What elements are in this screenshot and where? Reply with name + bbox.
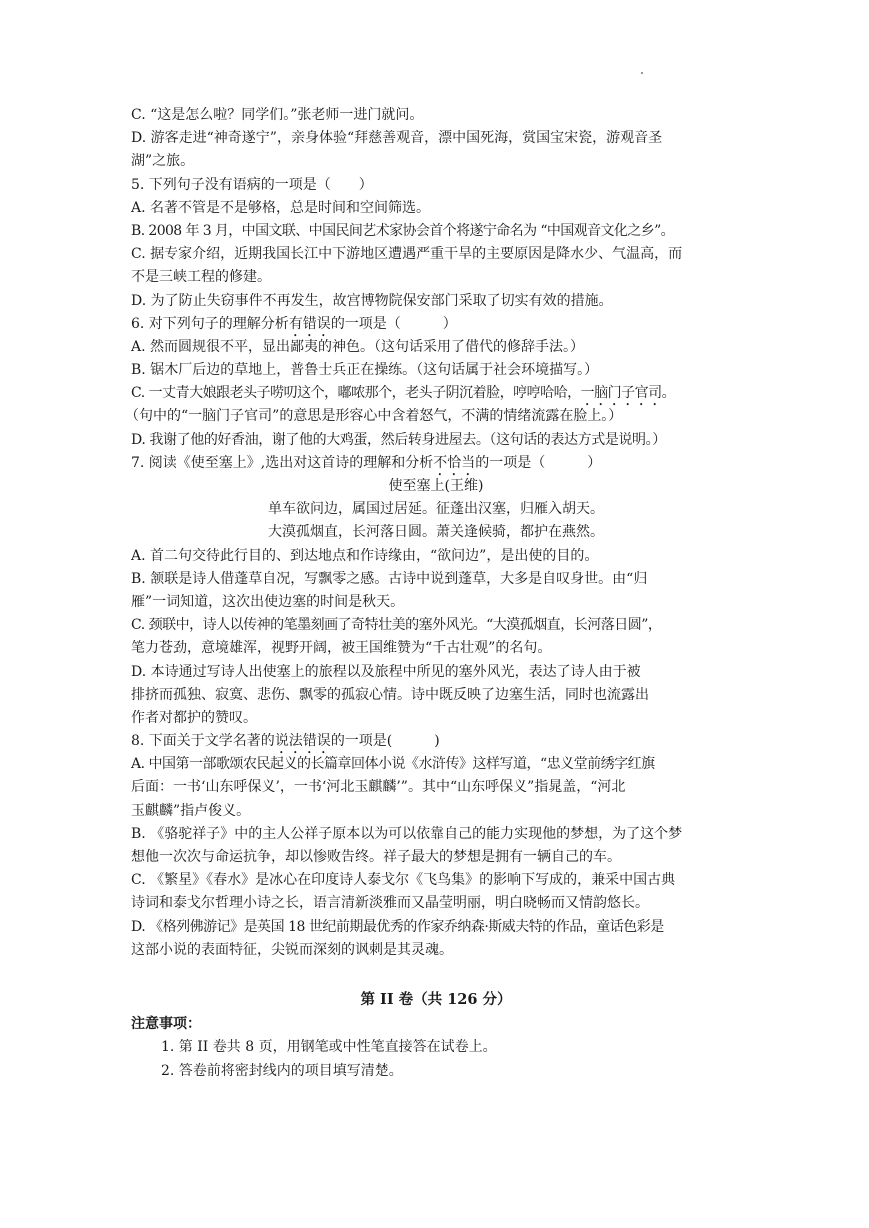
text-line: 排挤而孤独、寂寞、悲伤、飘零的孤寂心情。诗中既反映了边塞生活，同时也流露出 bbox=[131, 686, 649, 703]
text-line: 笔力苍劲，意境雄浑，视野开阔，被王国维赞为“千古壮观”的名句。 bbox=[131, 640, 552, 657]
question-6-emphasis: 有错误 bbox=[288, 315, 331, 332]
poem-line: 单车欲问边，属国过居延。征蓬出汉塞，归雁入胡天。 bbox=[268, 501, 604, 518]
text-line: A. 名著不管是不是够格，总是时间和空间筛选。 bbox=[131, 199, 431, 216]
text-line: C. 颈联中，诗人以传神的笔墨刻画了奇特壮美的塞外风光。“大漠孤烟直，长河落日圆”， bbox=[131, 617, 662, 634]
text-line: 作者对都护的赞叹。 bbox=[131, 709, 257, 726]
note-item: 1. 第 II 卷共 8 页，用钢笔或中性笔直接答在试卷上。 bbox=[161, 1039, 497, 1056]
question-8-suffix: 的一项是( ) bbox=[330, 733, 440, 750]
text-line: 雁”一词知道，这次出使边塞的时间是秋天。 bbox=[131, 593, 405, 610]
text-line: 想他一次次与命运抗争，却以惨败告终。祥子最大的梦想是拥有一辆自己的车。 bbox=[131, 849, 621, 865]
page-dot-mark bbox=[641, 72, 643, 74]
text-line: C. 据专家介绍，近期我国长江中下游地区遭遇严重干旱的主要原因是降水少、气温高，而 bbox=[131, 246, 683, 263]
poem-line: 大漠孤烟直，长河落日圆。萧关逢候骑，都护在燕然。 bbox=[268, 524, 604, 541]
question-7-prefix: 7. 阅读《使至塞上》,选出对这首诗的理解和分析 bbox=[131, 454, 434, 471]
text-line: D. 我谢了他的好香油，谢了他的大鸡蛋，然后转身进屋去。（这句话的表达方式是说明。） bbox=[131, 431, 666, 448]
text-line: C. “这是怎么啦？同学们。”张老师一进门就问。 bbox=[131, 107, 424, 123]
question-8 bbox=[131, 730, 741, 753]
poem-title: 使至塞上(王维) bbox=[388, 478, 484, 494]
question-7-emphasis: 不恰当 bbox=[433, 454, 476, 471]
question-7-suffix: 的一项是（ ） bbox=[475, 454, 602, 471]
section-title: 第 II 卷（共 126 分） bbox=[360, 990, 512, 1008]
exam-page-body bbox=[125, 104, 741, 1083]
text-line: （句中的“一脑门子官司”的意思是形容心中含着怒气，不满的情绪流露在脸上。） bbox=[125, 408, 623, 425]
question-6 bbox=[131, 313, 741, 336]
text-line: B. 锯木厂后边的草地上，普鲁士兵正在操练。（这句话属于社会环境描写。） bbox=[131, 362, 599, 379]
text-line: B. 2008 年 3 月，中国文联、中国民间艺术家协会首个将遂宁命名为 “中国观音文化之乡”。 bbox=[131, 222, 675, 239]
text-line: 后面：一书‘山东呼保义’，一书‘河北玉麒麟’”。其中“山东呼保义”指晁盖，“河北 bbox=[131, 779, 626, 796]
question-6-option-c bbox=[131, 382, 741, 405]
text-line: 不是三峡工程的修建。 bbox=[131, 269, 271, 286]
question-6-suffix: 的一项是（ ） bbox=[330, 315, 457, 332]
text-line: B. 《骆驼祥子》中的主人公祥子原本以为可以依靠自己的能力实现他的梦想，为了这个梦 bbox=[131, 825, 683, 842]
text-line: D. 为了防止失窃事件不再发生，故宫博物院保安部门采取了切实有效的措施。 bbox=[131, 292, 613, 309]
option-c-suffix: 。 bbox=[661, 385, 676, 402]
question-5: 5. 下列句子没有语病的一项是（ ） bbox=[131, 176, 373, 193]
text-line: 湖”之旅。 bbox=[131, 153, 195, 170]
question-8-emphasis: 说法错误 bbox=[274, 733, 331, 750]
text-line: A. 首二句交待此行目的、到达地点和作诗缘由，“欲问边”，是出使的目的。 bbox=[131, 547, 599, 564]
text-line: D. 本诗通过写诗人出使塞上的旅程以及旅程中所见的塞外风光，表达了诗人由于被 bbox=[131, 663, 641, 680]
text-line: A. 然而圆规很不平，显出鄙夷的神色。（这句话采用了借代的修辞手法。） bbox=[131, 338, 585, 355]
notes-heading: 注意事项： bbox=[131, 1016, 201, 1033]
text-line: 玉麒麟”指卢俊义。 bbox=[131, 802, 251, 819]
text-line: A. 中国第一部歌颂农民起义的长篇章回体小说《水浒传》这样写道，“忠义堂前绣字红旗 bbox=[131, 756, 655, 773]
spacer bbox=[131, 962, 741, 974]
question-7 bbox=[131, 452, 741, 475]
text-line: D. 游客走进“神奇遂宁”，亲身体验“拜慈善观音，漂中国死海，赏国宝宋瓷，游观音圣 bbox=[131, 130, 663, 147]
option-c-prefix: C. 一丈青大娘跟老头子唠叨这个，嘟哝那个，老头子阴沉着脸，哼哼哈哈， bbox=[131, 385, 581, 402]
note-item: 2. 答卷前将密封线内的项目填写清楚。 bbox=[161, 1062, 403, 1079]
question-6-prefix: 6. 对下列句子的理解分析 bbox=[131, 315, 289, 332]
question-8-prefix: 8. 下面关于文学名著的 bbox=[131, 733, 275, 750]
text-line: B. 颔联是诗人借蓬草自况，写飘零之感。古诗中说到蓬草，大多是自叹身世。由“归 bbox=[131, 570, 648, 587]
text-line: 诗词和泰戈尔哲理小诗之长，语言清新淡雅而又晶莹明丽，明白晓畅而又情韵悠长。 bbox=[131, 895, 649, 912]
text-line: 这部小说的表面特征，尖锐而深刻的讽刺是其灵魂。 bbox=[131, 941, 453, 958]
option-c-emphasis: 一脑门子官司 bbox=[580, 385, 662, 402]
text-line: D. 《格列佛游记》是英国 18 世纪前期最优秀的作家乔纳森·斯威夫特的作品，童话色彩是 bbox=[131, 918, 664, 935]
text-line: C. 《繁星》《春水》是冰心在印度诗人泰戈尔《飞鸟集》的影响下写成的，兼采中国古典 bbox=[131, 872, 676, 889]
